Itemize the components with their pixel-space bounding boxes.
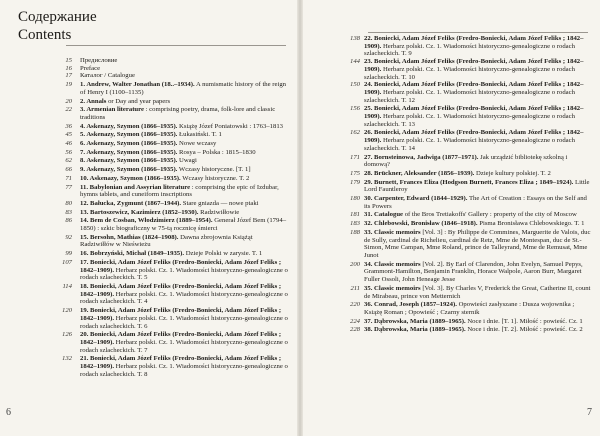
toc-entry-description: Herbarz polski. Cz. 1. Wiadomości historyczno-genealogiczne o rodach szlacheckich. T. 14 [364, 137, 575, 152]
right-entry-list [302, 35, 600, 334]
toc-page-number: 132 [61, 355, 72, 363]
left-entry-list [0, 57, 298, 378]
toc-entry-heading: 34. Classic memoirs [364, 260, 421, 268]
toc-entry [0, 259, 298, 282]
toc-entry-text [80, 65, 298, 73]
toc-entry-description: Noce i dnie. [T. 1]. Miłość : powieść. Cz. 1 [465, 317, 583, 325]
toc-page-number: 162 [349, 129, 360, 137]
toc-entry [302, 261, 600, 284]
toc-entry [302, 195, 600, 210]
toc-page-number: 99 [65, 250, 72, 258]
toc-entry [0, 166, 298, 174]
toc-page-number: 45 [65, 131, 72, 139]
toc-entry-text [364, 179, 600, 194]
toc-page-number: 171 [349, 153, 360, 161]
toc-page-number: 16 [65, 64, 72, 72]
toc-entry [0, 175, 298, 183]
toc-entry [302, 220, 600, 228]
toc-entry-text [80, 57, 298, 65]
toc-entry-heading: 15. Bersohn, Mathias (1824–1908). [80, 233, 179, 241]
contents-title-russian: Содержание [18, 9, 97, 25]
toc-entry-text [80, 331, 298, 354]
toc-entry-text [80, 98, 298, 106]
toc-page-number: 22 [65, 106, 72, 114]
toc-entry-description: [Vol. 3] : By Philippe de Commines, Marguerite de Valois, duc de Sully, cardinal de Richelieu, cardinal de Retz, Mme de Montespan, duc de St.-Simon, Mme Campan, Mme Roland, prince de Talleyrand, Mme de Remusat, Mme Junot [364, 228, 591, 259]
toc-entry-description: Wczasy historyczne. [T. 1] [177, 166, 251, 174]
toc-entry [302, 229, 600, 260]
toc-entry [0, 157, 298, 165]
toc-entry [302, 129, 600, 152]
toc-entry-description: Pisma Bronisława Chlebowskiego. T. 1 [477, 220, 585, 228]
toc-page-number: 175 [349, 169, 360, 177]
toc-page-number: 15 [65, 57, 72, 64]
toc-entry-text [80, 72, 298, 80]
toc-entry-heading: 30. Carpenter, Edward (1844–1929). [364, 195, 468, 203]
toc-entry [302, 318, 600, 326]
toc-page-number: 66 [65, 166, 72, 174]
toc-page-number: 62 [65, 157, 72, 165]
toc-entry-heading: 37. Dąbrowska, Maria (1889–1965). [364, 317, 466, 325]
toc-entry-heading: 32. Chlebowski, Bronisław (1846–1918). [364, 220, 478, 228]
toc-entry-heading: 18. Boniecki, Adam Józef Feliks (Fredro-Boniecki, Adam Józef Feliks ; 1842–1909). [80, 282, 282, 298]
toc-page-number: 126 [61, 331, 72, 339]
toc-entry-heading: 29. Burnett, Frances Eliza (Hodgson Burnett, Frances Eliza ; 1849–1924). [364, 178, 574, 186]
toc-entry-heading: 20. Boniecki, Adam Józef Feliks (Fredro-Boniecki, Adam Józef Feliks ; 1842–1909). [80, 331, 282, 346]
toc-page-number: 181 [349, 211, 360, 219]
toc-entry [0, 331, 298, 354]
toc-entry-description: Rosya – Polska : 1815–1830 [177, 148, 256, 156]
contents-title-english: Contents [18, 27, 72, 43]
toc-entry-description: Książę Józef Poniatowski : 1763–1813 [177, 122, 284, 130]
toc-entry-description: Herbarz polski. Cz. 1. Wiadomości historyczno-genealogiczne o rodach szlacheckich. T. 8 [80, 363, 288, 378]
toc-entry [302, 154, 600, 169]
toc-entry-heading: 7. Askenazy, Szymon (1866–1935). [80, 148, 178, 156]
toc-page-number: 138 [349, 35, 360, 42]
toc-entry-heading: 22. Boniecki, Adam Józef Feliks (Fredro-Boniecki, Adam Józef Feliks ; 1842–1909). [364, 35, 584, 50]
toc-page-number: 228 [349, 326, 360, 334]
toc-entry [0, 72, 298, 80]
toc-entry [302, 326, 600, 334]
toc-entry-description: Dzieje kultury polskiej. T. 2 [474, 169, 551, 177]
toc-entry [302, 211, 600, 219]
page-number-right: 7 [587, 407, 592, 418]
title-rule [66, 45, 286, 46]
toc-entry [0, 98, 298, 106]
toc-entry-text [364, 170, 600, 178]
toc-entry-description: Little Lord Fauntleroy [364, 178, 590, 194]
toc-page-number: 56 [65, 148, 72, 156]
toc-entry-description: : comprising the epic of Izdubar, hymns tablets, and cuneiform inscriptions [80, 183, 279, 199]
toc-entry-heading: 4. Askenazy, Szymon (1866–1935). [80, 122, 178, 130]
toc-entry-description: Jak urządzić bibliotekę szkolną i domową? [364, 153, 568, 169]
toc-entry-text [80, 157, 298, 165]
toc-entry-heading: 13. Bartoszewicz, Kazimierz (1852–1930). [80, 208, 199, 216]
toc-entry [0, 81, 298, 96]
toc-entry-text [80, 200, 298, 208]
toc-entry-text [80, 209, 298, 217]
toc-entry-description: The Art of Creation : Essays on the Self and its Powers [364, 195, 587, 210]
toc-page-number: 114 [62, 282, 72, 290]
toc-entry-text [364, 129, 600, 152]
toc-entry [0, 200, 298, 208]
toc-page-number: 36 [65, 122, 72, 130]
toc-entry-heading: 28. Brückner, Aleksander (1856–1939). [364, 169, 475, 177]
toc-entry-heading: 27. Bornsteinowa, Jadwiga (1877–1971). [364, 153, 479, 161]
toc-entry-description: Dzieje Polski w zarysie. T. 1 [184, 250, 263, 258]
toc-entry-description: Предисловие [80, 57, 118, 64]
toc-entry-heading: 19. Boniecki, Adam Józef Feliks (Fredro-Boniecki, Adam Józef Feliks ; 1842–1909). [80, 307, 282, 322]
toc-entry-description: Wczasy historyczne. T. 2 [180, 174, 250, 182]
toc-entry-heading: 38. Dąbrowska, Maria (1889–1965). [364, 326, 466, 334]
toc-entry-heading: 9. Askenazy, Szymon (1866–1935). [80, 166, 178, 174]
toc-entry-description: Herbarz polski. Cz. 1. Wiadomości historyczno-genealogiczne o rodach szlacheckich. T. 10 [364, 65, 575, 81]
toc-page-number: 107 [61, 258, 72, 266]
toc-page-number: 17 [65, 72, 72, 80]
toc-page-number: 77 [65, 183, 72, 191]
right-page [302, 0, 600, 436]
toc-entry-text [80, 259, 298, 282]
toc-entry [0, 106, 298, 121]
toc-entry [0, 131, 298, 139]
toc-entry-description: : comprising poetry, drama, folk-lore and classic traditions [80, 106, 276, 121]
toc-page-number: 120 [61, 307, 72, 315]
toc-entry-text [364, 58, 600, 81]
toc-entry-description: A numismatic history of the reign of Henry I (1100–1135) [80, 81, 287, 96]
toc-entry [0, 307, 298, 330]
toc-entry-heading: 3. Armenian literature [80, 106, 144, 114]
toc-entry-heading: 8. Askenazy, Szymon (1866–1935). [80, 157, 178, 165]
toc-entry-description: of the Bros Tretiakoffs' Gallery : property of the city of Moscow [403, 211, 577, 219]
toc-entry-heading: 14. Bem de Cosban, Włodzimierz (1889–1954). [80, 217, 213, 225]
toc-page-number: 71 [65, 174, 72, 182]
toc-entry-text [364, 81, 600, 104]
toc-entry [302, 170, 600, 178]
toc-entry-text [80, 175, 298, 183]
toc-page-number: 200 [349, 260, 360, 268]
toc-entry-text [80, 140, 298, 148]
toc-entry-description: or Day and year papers [106, 97, 171, 105]
toc-page-number: 144 [349, 58, 360, 66]
toc-entry-text [364, 261, 600, 284]
toc-entry-text [80, 184, 298, 199]
toc-entry-description: Herbarz polski. Cz. 1. Wiadomości historyczno-genealogiczne o rodach szlacheckich. T. 12 [364, 88, 575, 104]
toc-entry-text [364, 154, 600, 169]
toc-page-number: 83 [65, 208, 72, 216]
toc-entry-text [80, 123, 298, 131]
toc-page-number: 211 [350, 284, 360, 292]
toc-entry-description: [Vol. 3]. By Charles V, Frederick the Great, Catherine II, count de Mirabeau, prince von Metternich [364, 284, 591, 300]
toc-entry-text [364, 301, 600, 316]
toc-entry-heading: 33. Classic memoirs [364, 228, 421, 236]
toc-entry-description: Каталог / Catalogue [80, 72, 135, 80]
toc-entry-heading: 10. Askenazy, Szymon (1866–1935). [80, 174, 181, 182]
toc-page-number: 183 [349, 220, 360, 228]
toc-page-number: 80 [65, 199, 72, 207]
toc-entry-text [80, 131, 298, 139]
toc-entry-description: Herbarz polski. Cz. 1. Wiadomości historyczno-genealogiczne o rodach szlacheckich. T. 6 [80, 314, 288, 330]
toc-entry [0, 234, 298, 249]
toc-entry [302, 179, 600, 194]
toc-entry-heading: 2. Annals [80, 97, 107, 105]
toc-entry [0, 283, 298, 306]
toc-page-number: 156 [349, 105, 360, 113]
toc-entry-text [80, 106, 298, 121]
page-number-left: 6 [6, 407, 11, 418]
toc-page-number: 220 [349, 301, 360, 309]
toc-entry-text [364, 35, 600, 58]
toc-page-number: 86 [65, 217, 72, 225]
toc-entry-text [364, 285, 600, 300]
toc-page-number: 179 [349, 178, 360, 186]
toc-entry [0, 140, 298, 148]
toc-entry-text [80, 234, 298, 249]
toc-entry-heading: 1. Andrew, Walter Jonathan (18..–1934). [80, 81, 195, 89]
toc-entry-description: Herbarz polski. Cz. 1. Wiadomości historyczno-genealogiczne o rodach szlacheckich. T. 7 [80, 338, 288, 354]
toc-entry-heading: 26. Boniecki, Adam Józef Feliks (Fredro-Boniecki, Adam Józef Feliks ; 1842–1909). [364, 129, 584, 145]
toc-entry-text [364, 220, 600, 228]
toc-entry-heading: 6. Askenazy, Szymon (1866–1935). [80, 140, 178, 148]
toc-entry-text [80, 166, 298, 174]
toc-entry [0, 57, 298, 65]
toc-page-number: 46 [65, 140, 72, 148]
toc-entry [302, 105, 600, 128]
toc-entry-text [80, 283, 298, 306]
toc-entry-heading: 35. Classic memoirs [364, 284, 421, 292]
toc-entry [0, 217, 298, 232]
toc-entry [0, 123, 298, 131]
toc-page-number: 224 [349, 317, 360, 325]
toc-entry-text [364, 318, 600, 326]
toc-entry-description: Uwagi [177, 157, 197, 165]
toc-entry-description: Opowieści zasłyszane : Dusza wojownika ; Książę Roman ; Opowieść ; Czarny sternik [364, 301, 575, 316]
toc-entry-description: Generał Józef Bem (1794–1850) : szkic biograficzny w 75-tą rocznicę śmierci [80, 217, 287, 233]
toc-entry-text [364, 195, 600, 210]
toc-entry-description: Herbarz polski. Cz. 1. Wiadomości historyczno-genealogiczne o rodach szlacheckich. T. 13 [364, 113, 575, 128]
toc-entry-description: Stare gniazda — nowe ptaki [181, 199, 259, 207]
toc-entry-heading: 23. Boniecki, Adam Józef Feliks (Fredro-Boniecki, Adam Józef Feliks ; 1842–1909). [364, 58, 584, 73]
toc-entry-description: Dawna zbrojownia Książąt Radziwiłłów w Nieświeżu [80, 233, 253, 249]
toc-entry [302, 35, 600, 58]
toc-page-number: 92 [65, 233, 72, 241]
toc-entry-description: Łukasiński. T. 1 [177, 131, 222, 139]
toc-page-number: 150 [349, 81, 360, 89]
left-page [0, 0, 298, 436]
toc-entry-heading: 24. Boniecki, Adam Józef Feliks (Fredro-Boniecki, Adam Józef Feliks ; 1842–1909). [364, 81, 584, 96]
toc-entry-text [364, 105, 600, 128]
toc-entry-heading: 31. Catalogue [364, 211, 404, 219]
toc-page-number: 20 [65, 97, 72, 105]
right-top-rule [368, 32, 588, 33]
toc-entry-text [80, 149, 298, 157]
toc-entry-text [80, 307, 298, 330]
toc-entry-text [80, 217, 298, 232]
toc-entry-description: Nowe wczasy [177, 140, 217, 148]
toc-page-number: 188 [349, 228, 360, 236]
toc-entry [302, 81, 600, 104]
toc-entry [302, 58, 600, 81]
toc-entry-description: Herbarz polski. Cz. 1. Wiadomości historyczno-genealogiczne o rodach szlacheckich. T. 9 [364, 42, 575, 58]
toc-entry [0, 355, 298, 378]
toc-entry [302, 285, 600, 300]
toc-entry [0, 149, 298, 157]
toc-page-number: 180 [349, 195, 360, 203]
toc-entry-description: Preface [80, 64, 101, 72]
toc-entry-description: Noce i dnie. [T. 2]. Miłość : powieść. Cz. 2 [465, 326, 583, 334]
toc-entry-heading: 12. Bałucka, Zygmunt (1867–1944). [80, 199, 182, 207]
toc-entry-description: [Vol. 2]. By Earl of Clarendon, John Evelyn, Samuel Pepys, Grammont-Hamilton, Benjamin Franklin, Horace Walpole, Aaron Burr, Margaret Fuller Ossoli, John Heneage Jesse [364, 260, 583, 284]
toc-entry [0, 250, 298, 258]
toc-entry-description: Herbarz polski. Cz. 1. Wiadomości historyczno-genealogiczne o rodach szlacheckich. T. 5 [80, 266, 288, 282]
toc-entry-heading: 36. Conrad, Joseph (1857–1924). [364, 301, 457, 309]
toc-entry [302, 301, 600, 316]
toc-entry-text [364, 229, 600, 260]
toc-entry-description: Herbarz polski. Cz. 1. Wiadomości historyczno-genealogiczne o rodach szlacheckich. T. 4 [80, 290, 288, 306]
toc-entry [0, 184, 298, 199]
toc-entry-heading: 11. Babylonian and Assyrian literature [80, 183, 191, 191]
toc-page-number: 19 [65, 81, 72, 89]
toc-entry-text [80, 355, 298, 378]
toc-entry-heading: 21. Boniecki, Adam Józef Feliks (Fredro-Boniecki, Adam Józef Feliks ; 1842–1909). [80, 355, 282, 371]
toc-entry-text [364, 211, 600, 219]
toc-entry-text [80, 81, 298, 96]
toc-entry-heading: 25. Boniecki, Adam Józef Feliks (Fredro-Boniecki, Adam Józef Feliks ; 1842–1909). [364, 105, 584, 121]
toc-entry-description: Radziwiłłowie [198, 208, 240, 216]
toc-entry-heading: 17. Boniecki, Adam Józef Feliks (Fredro-Boniecki, Adam Józef Feliks ; 1842–1909). [80, 258, 282, 274]
toc-entry [0, 209, 298, 217]
toc-entry [0, 65, 298, 73]
toc-entry-text [80, 250, 298, 258]
toc-entry-heading: 16. Bobrzyński, Michał (1849–1935). [80, 250, 185, 258]
toc-entry-text [364, 326, 600, 334]
toc-entry-heading: 5. Askenazy, Szymon (1866–1935). [80, 131, 178, 139]
